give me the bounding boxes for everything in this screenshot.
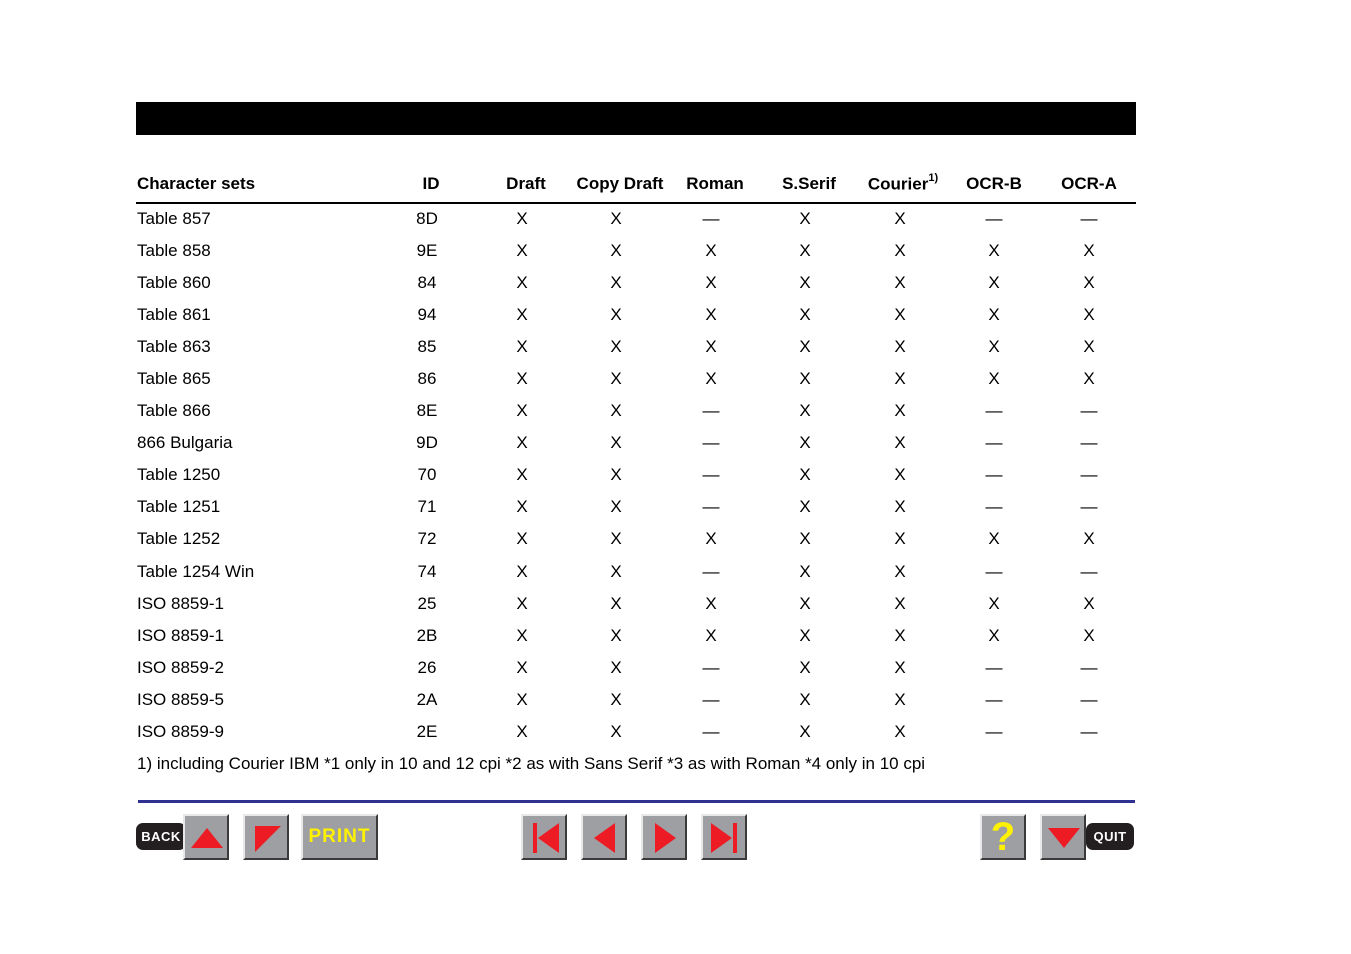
font-support-cell: X (894, 657, 906, 677)
table-row (136, 591, 1136, 623)
font-support-cell: X (799, 209, 811, 228)
footnote: 1) including Courier IBM *1 only in 10 and 12 cpi *2 as with Sans Serif *3 as with Roman *4 only in 10 cpi (137, 754, 926, 773)
charset-name: ISO 8859-1 (137, 625, 224, 645)
table-row (136, 302, 1136, 334)
next-page-button[interactable] (641, 814, 687, 860)
font-support-cell: X (705, 625, 717, 645)
font-support-cell: X (610, 593, 622, 613)
font-support-cell: — (702, 209, 720, 228)
charset-name: Table 1250 (137, 465, 221, 485)
font-support-cell: X (516, 273, 528, 293)
table-row (136, 559, 1136, 591)
font-support-cell: X (894, 337, 906, 357)
table-row (136, 462, 1136, 494)
font-support-cell: X (894, 273, 906, 293)
col-header-ocr-b: OCR-B (966, 174, 1022, 193)
page-up-button[interactable] (183, 814, 229, 860)
font-support-cell: X (988, 337, 1000, 357)
charset-id: 85 (417, 337, 437, 357)
font-support-cell: X (610, 209, 622, 228)
back-arrow-button[interactable] (243, 814, 289, 860)
font-support-cell: X (516, 593, 528, 613)
charset-name: Table 860 (137, 273, 211, 293)
charset-name: Table 1254 Win (137, 561, 255, 581)
font-support-cell: X (610, 433, 622, 453)
font-support-cell: X (799, 337, 811, 357)
charset-name: 866 Bulgaria (137, 433, 233, 453)
charset-name: ISO 8859-1 (137, 593, 224, 613)
font-support-cell: X (516, 337, 528, 357)
font-support-cell: X (610, 561, 622, 581)
font-support-cell: X (988, 593, 1000, 613)
charset-name: Table 857 (137, 209, 211, 228)
font-support-cell: X (799, 369, 811, 389)
col-header-courier-wrap (868, 174, 938, 195)
font-support-cell: X (988, 369, 1000, 389)
font-support-cell: X (799, 529, 811, 549)
charset-name: ISO 8859-5 (137, 689, 224, 709)
col-header-ocr-a: OCR-A (1061, 174, 1117, 193)
font-support-cell: — (1080, 401, 1098, 421)
charset-name: Table 1252 (137, 529, 221, 549)
font-support-cell: X (799, 273, 811, 293)
font-support-cell: X (610, 721, 622, 741)
font-support-cell: X (799, 721, 811, 741)
charset-id: 72 (417, 529, 437, 549)
font-support-cell: — (985, 657, 1003, 677)
font-support-cell: X (610, 241, 622, 261)
font-support-cell: X (610, 529, 622, 549)
font-support-cell: X (516, 721, 528, 741)
charset-id: 2B (416, 625, 438, 645)
previous-page-button[interactable] (581, 814, 627, 860)
font-support-cell: X (1083, 625, 1095, 645)
font-support-cell: X (894, 689, 906, 709)
col-header-id: ID (422, 174, 440, 193)
charset-id: 70 (417, 465, 437, 485)
font-support-cell: X (516, 305, 528, 325)
font-support-cell: X (799, 305, 811, 325)
back-button[interactable]: BACK (136, 823, 186, 850)
next-page-icon (643, 816, 687, 860)
font-support-cell: X (610, 657, 622, 677)
courier-footnote-mark: 1) (928, 172, 939, 184)
table-row (136, 366, 1136, 398)
table-row (136, 687, 1136, 719)
font-support-cell: — (1080, 209, 1098, 228)
font-support-cell: X (799, 625, 811, 645)
charset-id: 8D (416, 209, 438, 228)
font-support-cell: — (702, 497, 720, 517)
charset-id: 2A (416, 689, 438, 709)
font-support-cell: X (516, 689, 528, 709)
charset-id: 25 (417, 593, 437, 613)
font-support-cell: X (894, 401, 906, 421)
font-support-cell: X (610, 625, 622, 645)
table-row (136, 494, 1136, 526)
font-support-cell: — (702, 657, 720, 677)
charset-name: ISO 8859-2 (137, 657, 224, 677)
font-support-cell: — (1080, 497, 1098, 517)
font-support-cell: — (1080, 465, 1098, 485)
font-support-cell: X (894, 593, 906, 613)
font-support-cell: — (702, 561, 720, 581)
font-support-cell: — (702, 721, 720, 741)
table-row (136, 398, 1136, 430)
charset-id: 26 (417, 657, 437, 677)
font-support-cell: X (516, 561, 528, 581)
font-support-cell: — (985, 433, 1003, 453)
header-rule (136, 202, 1136, 204)
charset-id: 84 (417, 273, 437, 293)
font-support-cell: X (894, 625, 906, 645)
font-support-cell: — (985, 209, 1003, 228)
charset-name: ISO 8859-9 (137, 721, 224, 741)
font-support-cell: X (705, 241, 717, 261)
font-support-cell: — (985, 689, 1003, 709)
table-row (136, 270, 1136, 302)
arrow-up-icon (185, 816, 229, 860)
font-support-cell: X (988, 305, 1000, 325)
print-button[interactable]: PRINT (301, 814, 378, 860)
font-support-cell: X (894, 305, 906, 325)
font-support-cell: X (516, 369, 528, 389)
previous-page-icon (583, 816, 627, 860)
charset-id: 71 (417, 497, 437, 517)
font-support-cell: X (610, 497, 622, 517)
charset-name: Table 861 (137, 305, 211, 325)
table-body (136, 206, 1136, 751)
font-support-cell: — (702, 689, 720, 709)
charset-id: 86 (417, 369, 437, 389)
font-support-cell: X (894, 433, 906, 453)
charset-name: Table 1251 (137, 497, 221, 517)
col-header-sserif: S.Serif (782, 174, 836, 193)
font-support-cell: X (705, 305, 717, 325)
font-support-cell: X (1083, 369, 1095, 389)
col-header-character-sets: Character sets (137, 174, 256, 193)
font-support-cell: X (799, 433, 811, 453)
font-support-cell: X (894, 241, 906, 261)
font-support-cell: — (1080, 561, 1098, 581)
font-support-cell: X (705, 593, 717, 613)
font-support-cell: X (516, 401, 528, 421)
font-support-cell: — (985, 497, 1003, 517)
diagonal-arrow-icon (245, 816, 289, 860)
font-support-cell: X (610, 273, 622, 293)
font-support-cell: X (894, 497, 906, 517)
charset-name: Table 865 (137, 369, 211, 389)
charset-name: Table 863 (137, 337, 211, 357)
font-support-cell: X (988, 625, 1000, 645)
font-support-cell: X (1083, 337, 1095, 357)
first-page-icon (523, 816, 567, 860)
font-support-cell: X (705, 273, 717, 293)
font-support-cell: X (1083, 529, 1095, 549)
nav-divider (138, 800, 1135, 803)
font-support-cell: X (516, 465, 528, 485)
font-support-cell: X (516, 433, 528, 453)
col-header-courier: Courier (867, 174, 929, 194)
font-support-cell: X (610, 337, 622, 357)
font-support-cell: X (516, 209, 528, 228)
font-support-cell: X (799, 497, 811, 517)
font-support-cell: X (516, 497, 528, 517)
font-support-cell: — (1080, 433, 1098, 453)
page-down-button[interactable] (1040, 814, 1086, 860)
font-support-cell: X (988, 241, 1000, 261)
font-support-cell: X (799, 561, 811, 581)
font-support-cell: X (516, 529, 528, 549)
font-support-cell: X (799, 657, 811, 677)
font-support-cell: X (610, 305, 622, 325)
font-support-cell: X (799, 401, 811, 421)
font-support-cell: X (894, 209, 906, 228)
charset-name: Table 858 (137, 241, 211, 261)
charset-id: 9E (416, 241, 438, 261)
font-support-cell: X (705, 369, 717, 389)
charset-name: Table 866 (137, 401, 211, 421)
arrow-down-icon (1042, 816, 1086, 860)
font-support-cell: — (985, 401, 1003, 421)
font-support-cell: X (799, 593, 811, 613)
table-row (136, 334, 1136, 366)
font-support-cell: X (1083, 593, 1095, 613)
charset-id: 9D (416, 433, 438, 453)
font-support-cell: — (702, 433, 720, 453)
font-support-cell: X (1083, 305, 1095, 325)
font-support-cell: X (894, 369, 906, 389)
charset-id: 74 (417, 561, 437, 581)
charset-id: 94 (417, 305, 437, 325)
font-support-cell: — (702, 401, 720, 421)
font-support-cell: X (894, 721, 906, 741)
font-support-cell: — (1080, 689, 1098, 709)
font-support-cell: — (985, 561, 1003, 581)
font-support-cell: X (516, 241, 528, 261)
help-button[interactable]: ? (980, 814, 1026, 860)
charset-id: 8E (416, 401, 438, 421)
table-row (136, 719, 1136, 751)
title-bar (136, 102, 1136, 135)
font-support-cell: X (516, 657, 528, 677)
font-support-cell: X (894, 465, 906, 485)
table-row (136, 430, 1136, 462)
table-row (136, 206, 1136, 238)
font-support-cell: X (610, 465, 622, 485)
font-support-cell: X (1083, 273, 1095, 293)
font-support-cell: X (988, 529, 1000, 549)
first-page-button[interactable] (521, 814, 567, 860)
font-support-cell: X (894, 529, 906, 549)
font-support-cell: X (1083, 241, 1095, 261)
font-support-cell: X (799, 241, 811, 261)
font-support-cell: — (985, 721, 1003, 741)
col-header-roman: Roman (686, 174, 744, 193)
col-header-draft: Draft (506, 174, 546, 193)
font-support-cell: X (988, 273, 1000, 293)
font-support-cell: — (985, 465, 1003, 485)
table-row (136, 623, 1136, 655)
font-support-cell: X (610, 689, 622, 709)
font-support-cell: X (610, 369, 622, 389)
font-support-cell: — (702, 465, 720, 485)
font-support-cell: — (1080, 657, 1098, 677)
table-row (136, 238, 1136, 270)
col-header-copy-draft: Copy Draft (576, 174, 664, 193)
charset-id: 2E (416, 721, 438, 741)
font-support-cell: X (705, 337, 717, 357)
quit-button[interactable]: QUIT (1086, 823, 1134, 850)
font-support-cell: X (705, 529, 717, 549)
font-support-cell: X (894, 561, 906, 581)
font-support-cell: X (799, 465, 811, 485)
table-row (136, 655, 1136, 687)
font-support-cell: X (610, 401, 622, 421)
font-support-cell: — (1080, 721, 1098, 741)
font-support-cell: X (516, 625, 528, 645)
last-page-button[interactable] (701, 814, 747, 860)
table-row (136, 526, 1136, 558)
font-support-cell: X (799, 689, 811, 709)
last-page-icon (703, 816, 747, 860)
table-header (136, 170, 1136, 198)
